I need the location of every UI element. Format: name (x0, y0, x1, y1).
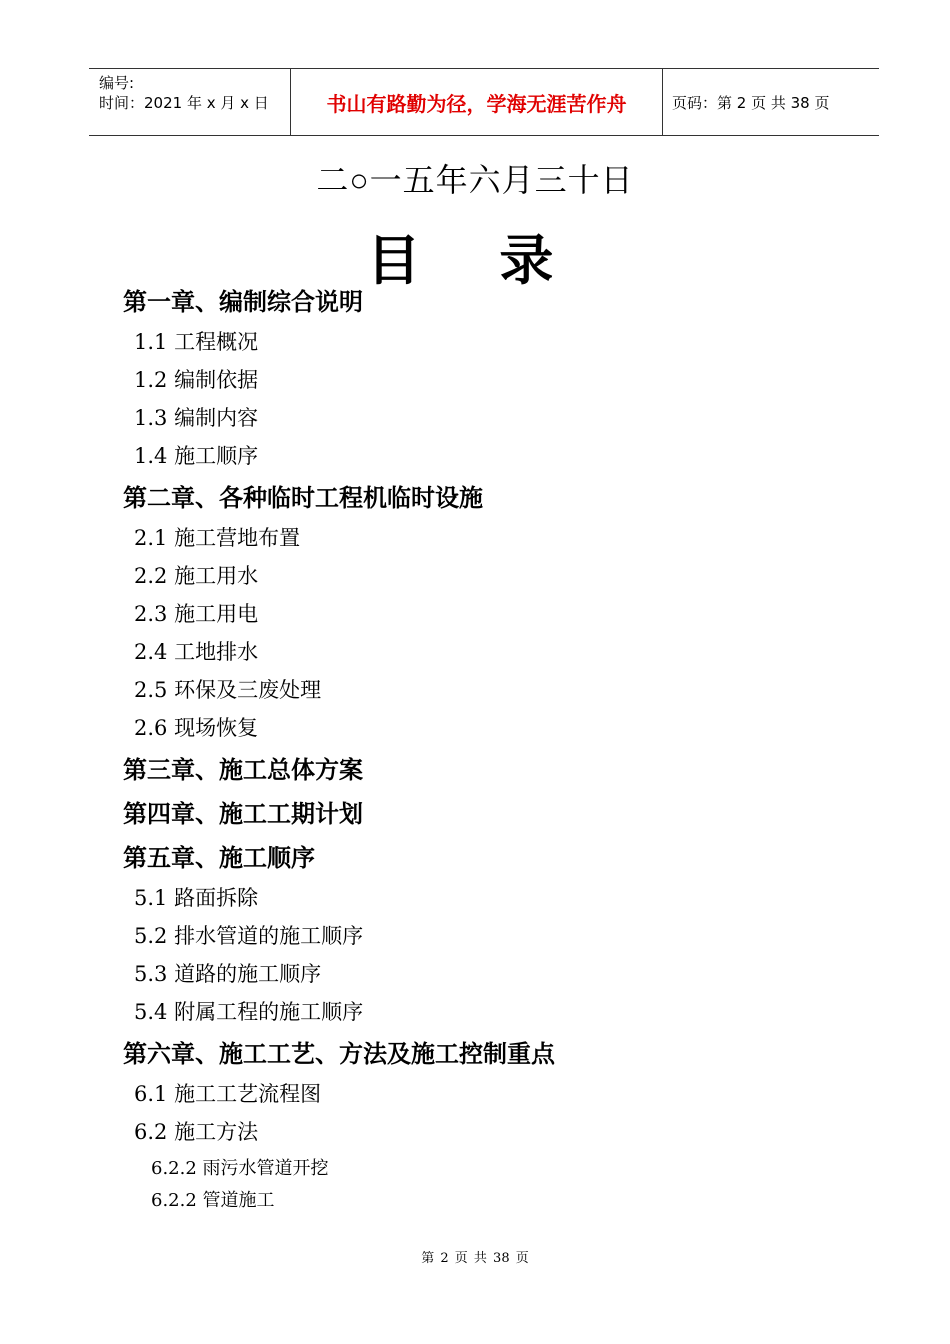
header-motto: 书山有路勤为径，学海无涯苦作舟 (290, 69, 663, 135)
toc-chapter: 第五章、施工顺序 (123, 844, 315, 872)
toc-section: 5.1 路面拆除 (134, 886, 259, 910)
toc-chapter: 第二章、各种临时工程机临时设施 (123, 484, 483, 512)
toc-section: 5.4 附属工程的施工顺序 (134, 1000, 364, 1024)
toc-section: 2.5 环保及三废处理 (134, 678, 322, 702)
date-line: 二○一五年六月三十日 (316, 161, 634, 199)
toc-section: 1.4 施工顺序 (134, 444, 259, 468)
header-page-info: 页码：第 2 页 共 38 页 (672, 93, 830, 112)
page-footer: 第 2 页 共 38 页 (421, 1251, 529, 1266)
toc-section: 2.6 现场恢复 (134, 716, 259, 740)
toc-section: 6.1 施工工艺流程图 (134, 1082, 322, 1106)
number-label: 编号: (99, 74, 135, 92)
toc-section: 1.1 工程概况 (134, 330, 259, 354)
toc-chapter: 第六章、施工工艺、方法及施工控制重点 (123, 1040, 555, 1068)
toc-section: 5.2 排水管道的施工顺序 (134, 924, 364, 948)
toc-subsection: 6.2.2 雨污水管道开挖 (151, 1158, 329, 1179)
time-label: 时间：2021 年 x 月 x 日 (99, 94, 269, 112)
toc-chapter: 第三章、施工总体方案 (123, 756, 363, 784)
toc-chapter: 第一章、编制综合说明 (123, 288, 363, 316)
toc-subsection: 6.2.2 管道施工 (151, 1190, 275, 1211)
toc-section: 2.1 施工营地布置 (134, 526, 301, 550)
toc-section: 2.2 施工用水 (134, 564, 259, 588)
toc-section: 1.3 编制内容 (134, 406, 259, 430)
toc-section: 2.4 工地排水 (134, 640, 259, 664)
toc-section: 2.3 施工用电 (134, 602, 259, 626)
toc-section: 1.2 编制依据 (134, 368, 259, 392)
toc-section: 5.3 道路的施工顺序 (134, 962, 322, 986)
toc-title: 目 录 (366, 229, 584, 292)
toc-section: 6.2 施工方法 (134, 1120, 259, 1144)
toc-chapter: 第四章、施工工期计划 (123, 800, 363, 828)
